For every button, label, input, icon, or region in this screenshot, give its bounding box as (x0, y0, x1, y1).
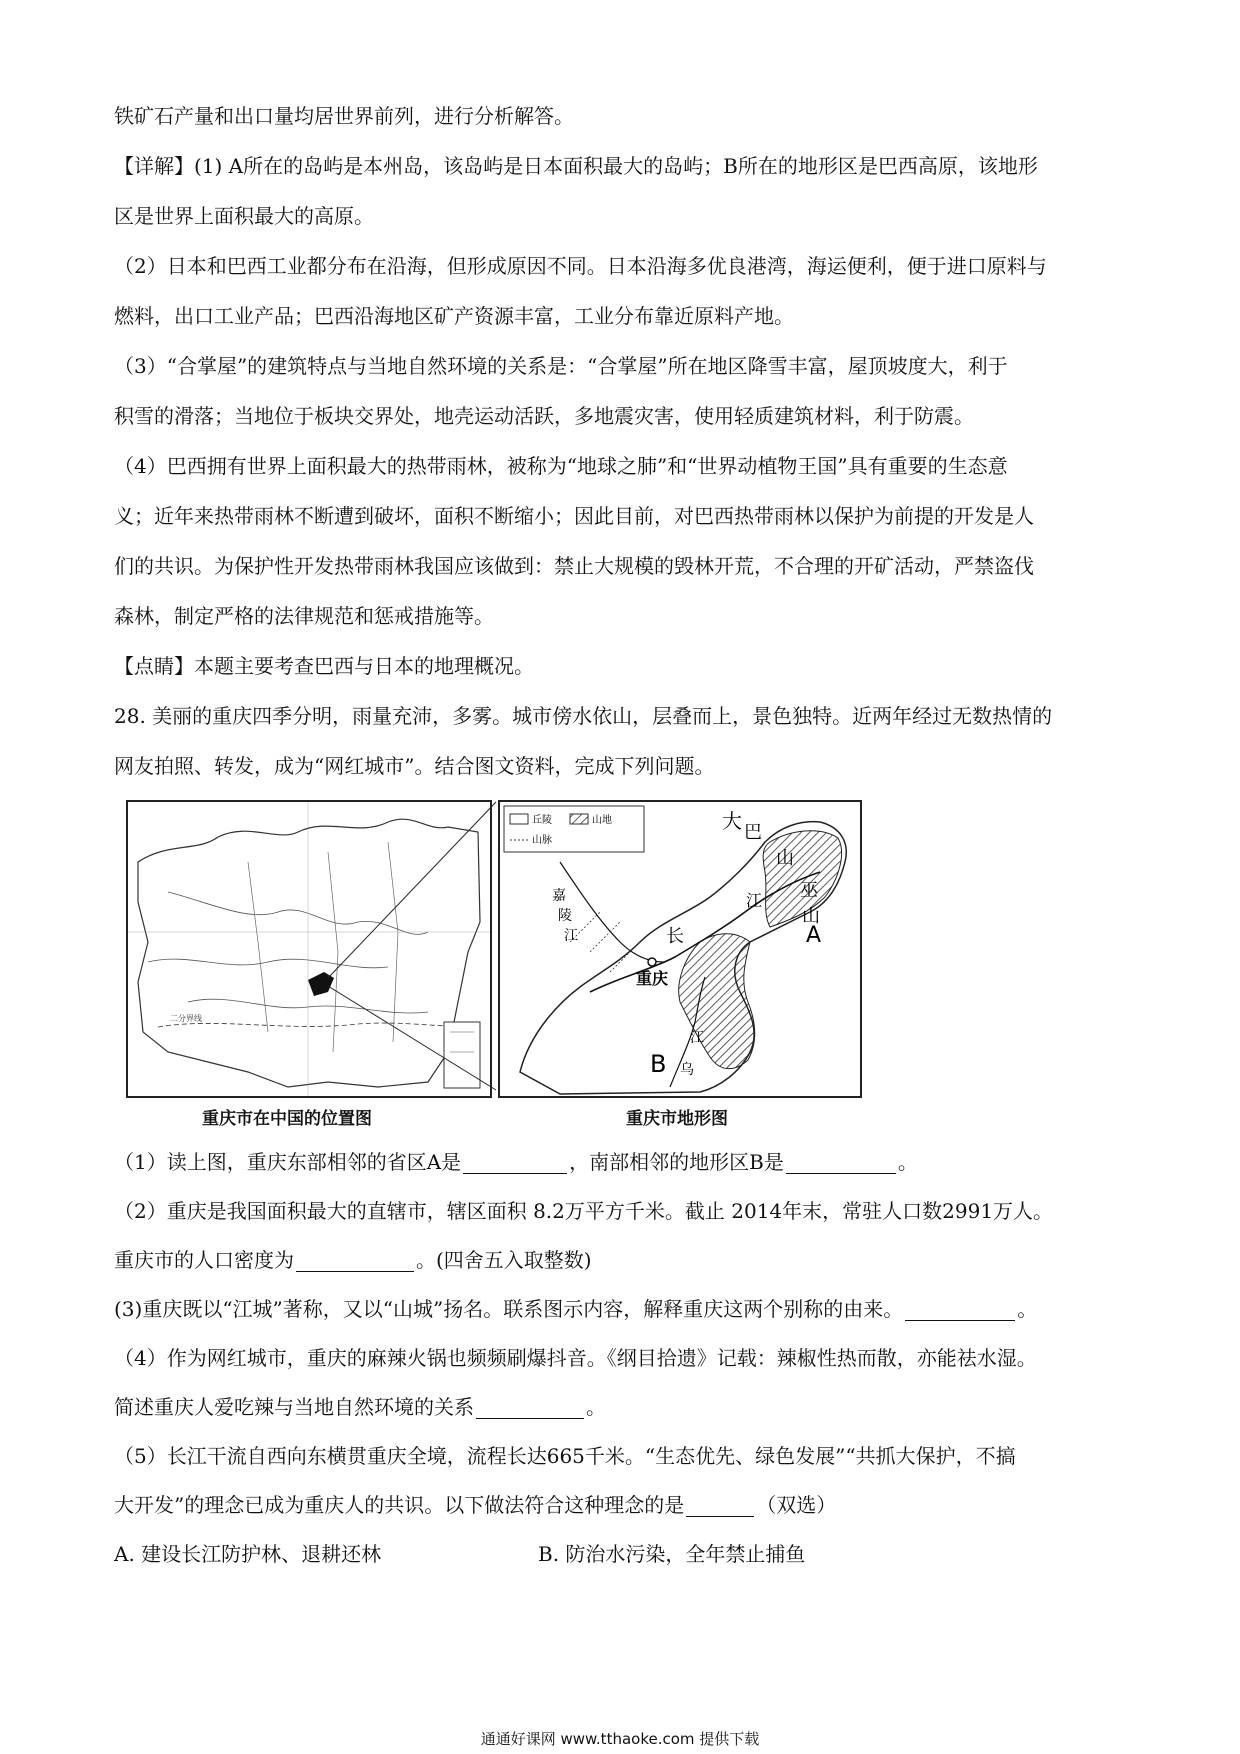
option-a[interactable]: A. 建设长江防护林、退耕还林 (114, 1542, 382, 1566)
map1-label: 二分界线 (170, 1014, 202, 1023)
label-shan1: 山 (776, 848, 794, 869)
q4-text-b: 简述重庆人爱吃辣与当地自然环境的关系 (114, 1395, 474, 1419)
q4-text-c: 。 (586, 1395, 606, 1419)
label-wu: 巫 (800, 880, 818, 901)
label-jiang2: 江 (564, 928, 578, 944)
map-figure (126, 800, 862, 1100)
text-line: 森林，制定严格的法律规范和惩戒措施等。 (114, 604, 494, 628)
text-line: （3）“合掌屋”的建筑特点与当地自然环境的关系是：“合掌屋”所在地区降雪丰富，屋顶坡度大，利于 (114, 354, 1008, 378)
label-jia: 嘉 (552, 888, 566, 904)
label-jiang3: 江 (690, 1030, 704, 1046)
question-stem: 网友拍照、转发，成为“网红城市”。结合图文资料，完成下列问题。 (114, 754, 715, 778)
label-ba: 巴 (744, 822, 762, 843)
text-line: 【点睛】本题主要考查巴西与日本的地理概况。 (114, 654, 534, 678)
label-a: A (806, 923, 822, 948)
question-4-line1: （4）作为网红城市，重庆的麻辣火锅也频频刷爆抖音。《纲目拾遗》记载：辣椒性热而散，亦能祛水湿。 (114, 1346, 1037, 1370)
text-line: 们的共识。为保护性开发热带雨林我国应该做到：禁止大规模的毁林开荒，不合理的开矿活动，严禁盗伐 (114, 554, 1034, 578)
map2-caption: 重庆市地形图 (626, 1109, 728, 1129)
q5-text-b: 大开发”的理念已成为重庆人的共识。以下做法符合这种理念的是 (114, 1493, 685, 1517)
terrain-drawing (500, 802, 860, 1096)
label-b: B (650, 1050, 667, 1078)
text-line: 积雪的滑落；当地位于板块交界处，地壳运动活跃，多地震灾害，使用轻质建筑材料，利于防震。 (114, 404, 974, 428)
label-chang: 长 (666, 926, 684, 947)
q3-text-b: 。 (1017, 1297, 1038, 1321)
map1-caption: 重庆市在中国的位置图 (202, 1109, 372, 1129)
text-line: （4）巴西拥有世界上面积最大的热带雨林，被称为“地球之肺”和“世界动植物王国”具有重要的生态意 (114, 454, 1008, 478)
label-wu2: 乌 (680, 1062, 694, 1078)
answer-blank[interactable] (463, 1153, 567, 1174)
label-jiang1: 江 (746, 891, 763, 910)
text-line: 燃料，出口工业产品；巴西沿海地区矿产资源丰富，工业分布靠近原料产地。 (114, 304, 794, 328)
q1-text-c: 。 (897, 1150, 918, 1174)
answer-blank[interactable] (686, 1496, 754, 1517)
question-2-line1: （2）重庆是我国面积最大的直辖市，辖区面积 8.2万平方千米。截止 2014年末，常驻人口数2991万人。 (114, 1199, 1054, 1223)
question-stem: 28. 美丽的重庆四季分明，雨量充沛，多雾。城市傍水依山，层叠而上，景色独特。近两年经过无数热情的 (114, 704, 1053, 728)
footer-source: 通通好课网 www.tthaoke.com 提供下载 (480, 1730, 760, 1748)
text-line: 区是世界上面积最大的高原。 (114, 204, 374, 228)
legend-hill-label: 丘陵 (532, 815, 552, 826)
option-b[interactable]: B. 防治水污染，全年禁止捕鱼 (538, 1542, 806, 1566)
text-line: 铁矿石产量和出口量均居世界前列，进行分析解答。 (114, 104, 574, 128)
question-5-line1: （5）长江干流自西向东横贯重庆全境，流程长达665千米。“生态优先、绿色发展”“共抓大保护，不搞 (114, 1444, 1016, 1468)
legend-mountain-label: 山地 (592, 815, 612, 826)
answer-blank[interactable] (296, 1251, 414, 1272)
question-1 (114, 1150, 918, 1174)
question-5-line2 (114, 1493, 836, 1517)
label-ling: 陵 (558, 908, 572, 924)
question-2-line2 (114, 1248, 592, 1272)
q1-text-a: （1）读上图，重庆东部相邻的省区A是 (114, 1150, 462, 1174)
label-da: 大 (722, 809, 742, 833)
text-line: （2）日本和巴西工业都分布在沿海，但形成原因不同。日本沿海多优良港湾，海运便利，便于进口原料与 (114, 254, 1047, 278)
answer-blank[interactable] (476, 1398, 584, 1419)
text-line: 义；近年来热带雨林不断遭到破坏，面积不断缩小；因此目前，对巴西热带雨林以保护为前提的开发是人 (114, 504, 1034, 528)
answer-blank[interactable] (786, 1153, 896, 1174)
q5-text-c: （双选） (756, 1493, 837, 1517)
label-chongqing: 重庆 (636, 969, 669, 988)
answer-blank[interactable] (905, 1300, 1015, 1321)
q2-text-b: 重庆市的人口密度为 (114, 1248, 294, 1272)
text-line: 【详解】(1) A所在的岛屿是本州岛，该岛屿是日本面积最大的岛屿；B所在的地形区是巴西高原，该地形 (114, 154, 1038, 178)
label-shan2: 山 (802, 906, 820, 927)
q2-text-c: 。(四舍五入取整数) (416, 1248, 592, 1272)
question-3 (114, 1297, 1037, 1321)
q1-text-b: ，南部相邻的地形区B是 (569, 1150, 784, 1174)
chongqing-terrain-map (498, 800, 862, 1098)
q3-text-a: (3)重庆既以“江城”著称，又以“山城”扬名。联系图示内容，解释重庆这两个别称的由来。 (114, 1297, 904, 1321)
question-4-line2 (114, 1395, 606, 1419)
legend-range-label: 山脉 (532, 835, 552, 846)
